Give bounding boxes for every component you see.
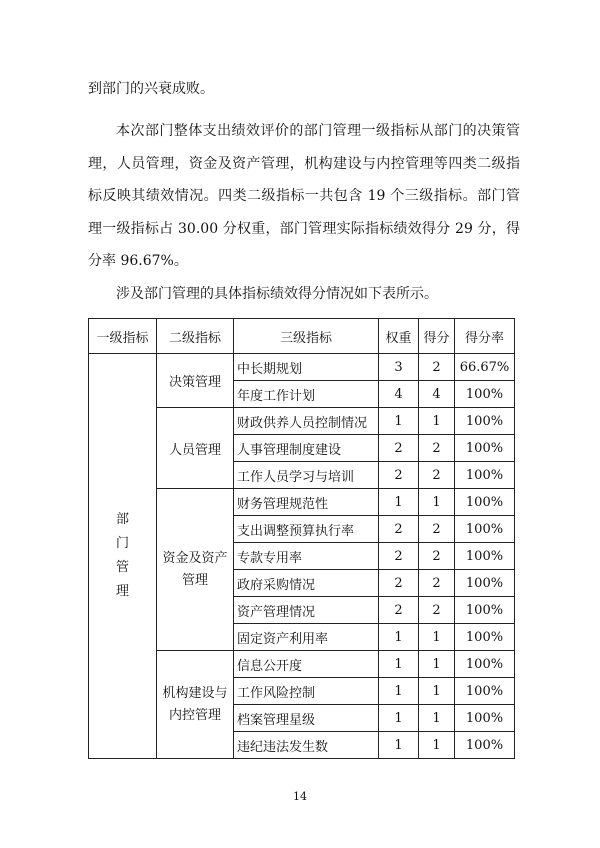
weight-cell: 1 [379,678,419,705]
level1-char: 部 [115,512,129,527]
paragraph-table-intro: 涉及部门管理的具体指标绩效得分情况如下表所示。 [116,286,438,302]
weight-cell: 1 [379,408,419,435]
weight-cell: 4 [379,381,419,408]
weight-cell: 2 [379,516,419,543]
level2-line: 机构建设与 [162,685,228,701]
level2-cell: 决策管理 [157,354,234,408]
rate-cell: 100% [455,732,515,759]
weight-cell: 2 [379,435,419,462]
rate-cell: 100% [455,651,515,678]
score-cell: 2 [419,543,455,570]
header-weight: 权重 [379,319,419,354]
level2-cell: 人员管理 [157,408,234,489]
level3-cell: 违纪违法发生数 [234,732,379,759]
level3-cell: 人事管理制度建设 [234,435,379,462]
level2-line: 资金及资产 [162,550,228,566]
weight-cell: 3 [379,354,419,381]
weight-cell: 1 [379,624,419,651]
score-cell: 2 [419,354,455,381]
level2-cell [157,489,234,651]
score-cell: 1 [419,705,455,732]
weight-cell: 2 [379,597,419,624]
level3-cell: 工作风险控制 [234,678,379,705]
rate-cell: 100% [455,381,515,408]
indicator-score-table [88,318,515,759]
level3-cell: 工作人员学习与培训 [234,462,379,489]
level3-cell: 信息公开度 [234,651,379,678]
header-score: 得分 [419,319,455,354]
score-cell: 1 [419,408,455,435]
paragraph-summary: 本次部门整体支出绩效评价的部门管理一级指标从部门的决策管理，人员管理，资金及资产管理，机构建设与内控管理等四类二级指标反映其绩效情况。四类二级指标一共包含 19 个三级指标。部门管理一级指标占 30.00 分权重，部门管理实际指标绩效得分 29 分，得分率 96.67%。 [88,123,520,269]
score-cell: 1 [419,489,455,516]
level3-cell: 中长期规划 [234,354,379,381]
rate-cell: 100% [455,705,515,732]
score-cell: 2 [419,597,455,624]
weight-cell: 1 [379,489,419,516]
header-level2: 二级指标 [157,319,234,354]
table-row [89,354,515,381]
rate-cell: 100% [455,462,515,489]
rate-cell: 100% [455,570,515,597]
level1-char: 门 [115,536,129,551]
score-cell: 2 [419,570,455,597]
weight-cell: 2 [379,462,419,489]
level2-cell [157,651,234,759]
paragraph-continuation: 到部门的兴衰成败。 [88,81,214,97]
rate-cell: 100% [455,489,515,516]
rate-cell: 100% [455,516,515,543]
page-number: 14 [293,790,307,803]
weight-cell: 1 [379,651,419,678]
header-level3: 三级指标 [234,319,379,354]
level3-cell: 财政供养人员控制情况 [234,408,379,435]
rate-cell: 100% [455,624,515,651]
score-cell: 2 [419,435,455,462]
level1-cell [89,354,157,759]
weight-cell: 2 [379,543,419,570]
rate-cell: 100% [455,543,515,570]
level3-cell: 年度工作计划 [234,381,379,408]
level3-cell: 政府采购情况 [234,570,379,597]
level3-cell: 专款专用率 [234,543,379,570]
score-cell: 4 [419,381,455,408]
rate-cell: 100% [455,597,515,624]
rate-cell: 100% [455,408,515,435]
rate-cell: 100% [455,678,515,705]
level3-cell: 固定资产利用率 [234,624,379,651]
score-cell: 1 [419,678,455,705]
weight-cell: 1 [379,705,419,732]
level3-cell: 支出调整预算执行率 [234,516,379,543]
header-level1: 一级指标 [89,319,157,354]
score-cell: 1 [419,624,455,651]
score-cell: 2 [419,516,455,543]
table-header-row [89,319,515,354]
level3-cell: 档案管理星级 [234,705,379,732]
score-cell: 1 [419,732,455,759]
level2-line: 内控管理 [168,707,221,723]
level1-char: 管 [115,560,129,575]
score-cell: 2 [419,462,455,489]
rate-cell: 100% [455,435,515,462]
weight-cell: 2 [379,570,419,597]
level2-line: 管理 [181,572,208,588]
score-cell: 1 [419,651,455,678]
header-rate: 得分率 [455,319,515,354]
weight-cell: 1 [379,732,419,759]
level1-char: 理 [115,584,129,599]
level3-cell: 资产管理情况 [234,597,379,624]
rate-cell: 66.67% [455,354,515,381]
level3-cell: 财务管理规范性 [234,489,379,516]
